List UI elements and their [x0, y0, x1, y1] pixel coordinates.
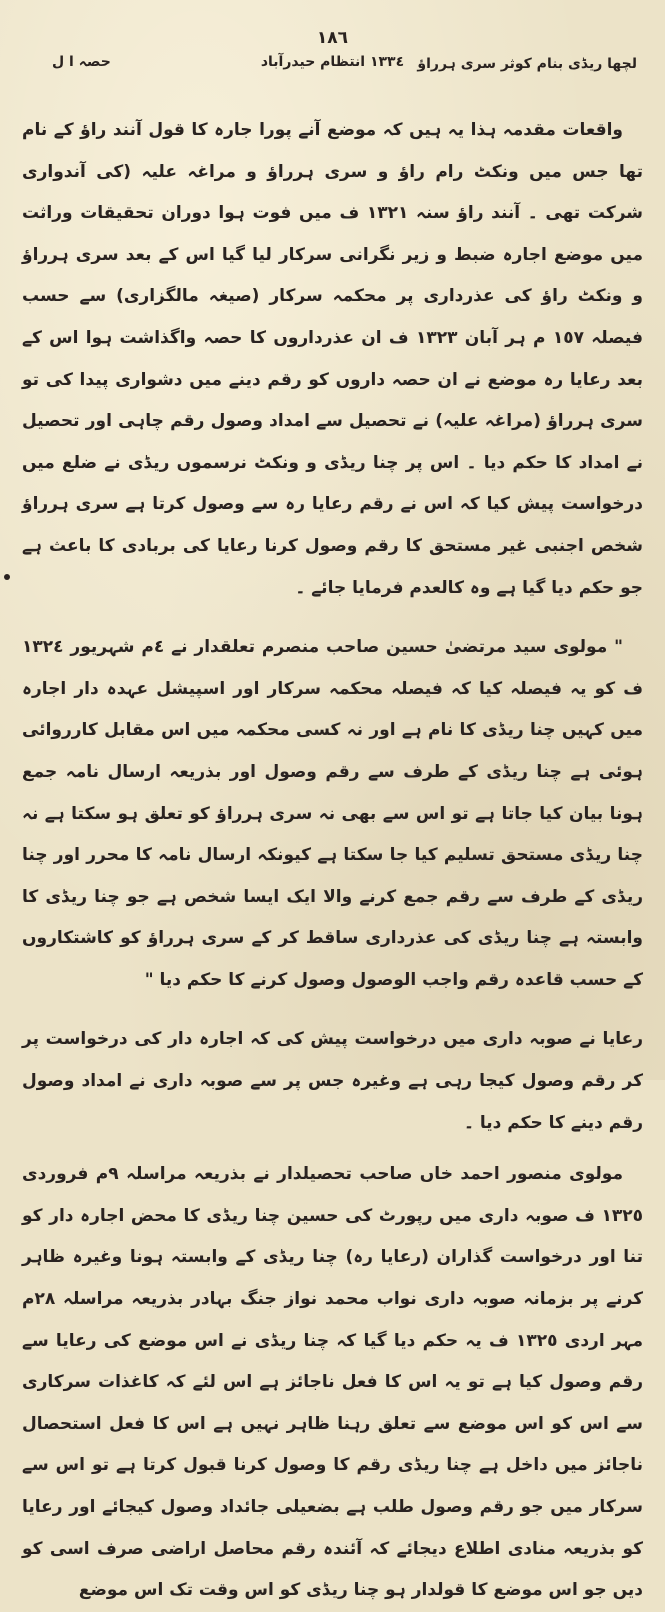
margin-bullet-mark — [4, 574, 10, 580]
paragraph-subedari-application: رعایا نے صوبہ داری میں درخواست پیش کی کہ اجارہ دار کی درخواست پر کر رقم وصول کیجا رہی ہے وغیرہ جس پر سے صوبہ داری نے امداد وصول رقم دینے کا حکم دیا ۔ — [22, 1029, 643, 1133]
report-citation: ١٣٣٤ انتظام حیدرآباد — [260, 54, 405, 70]
paragraph-tahsildar-report: مولوی منصور احمد خاں صاحب تحصیلدار نے بذریعہ مراسلہ ٩م فروردی ١٣٢٥ ف صوبہ داری میں رپورٹ کی حسین چنا ریڈی کا محض اجارہ دار کو تنا اور درخواست گذاران (رعایا رہ) چنا ریڈی کے وابستہ ہونا وغیرہ ظاہر کرنے پر بزمانہ صوبہ داری نواب محمد نواز جنگ بہادر بذریعہ مراسلہ ٢٨م مہر اردی ١٣٢٥ ف یہ حکم دیا گیا کہ چنا ریڈی نے اس موضع کی رعایا سے رقم وصول کیا ہے تو یہ اس کا فعل ناجائز ہے اس لئے کہ کاغذات سرکاری سے اس کو اس موضع سے تعلق رہنا ظاہر نہیں ہے اس کا فعل استحصال ناجائز میں داخل ہے چنا ریڈی رقم کا وصول کرنا قبول کرتا ہے تو اس سے سرکار میں جو رقم وصول طلب ہے بضعیلی جائداد وصول کیجائے اور رعایا کو بذریعہ منادی اطلاع دیجائے کہ آئندہ رقم محاصل اراضی صرف اسی کو دیں جو اس موضع کا قولدار ہو چنا ریڈی کو اس وقت تک اس موضع — [22, 1164, 643, 1601]
page-number: ١٨٦ — [316, 28, 349, 48]
part-label: حصہ ا ل — [52, 54, 111, 70]
page-header — [22, 10, 643, 72]
case-title: لچھا ریڈی بنام کوثر سری ہرراؤ — [417, 56, 637, 72]
paragraph-facts: واقعات مقدمہ ہذا یہ ہیں کہ موضع آنے پورا جارہ کا قول آنند راؤ کے نام تھا جس میں ونکٹ رام راؤ و سری ہرراؤ و مراغہ علیہ (کی آندواری شرکت تھی ۔ آنند راؤ سنہ ١٣٢١ ف میں فوت ہوا دوران تحقیقات وراثت میں موضع اجارہ ضبط و زیر نگرانی سرکار لیا گیا اس کے بعد سری ہرراؤ و ونکٹ راؤ کی عذرداری پر محکمہ سرکار (صیغہ مالگزاری) سے حسب فیصلہ ١٥٧ م ہر آبان ١٣٢٣ ف ان عذرداروں کا حصہ واگذاشت ہوا اس کے بعد رعایا رہ موضع نے ان حصہ داروں کو رقم دینے میں دشواری پیدا کی تو سری ہرراؤ (مراغہ علیہ) نے تحصیل سے امداد وصول رقم چاہی اور تحصیل نے امداد کا حکم دیا ۔ اس پر چنا ریڈی و ونکٹ نرسموں ریڈی نے ضلع میں درخواست پیش کیا کہ اس نے رقم رعایا رہ سے وصول کرتا ہے سری ہرراؤ شخص اجنبی غیر مستحق کا رقم وصول کرنا رعایا کی بربادی کا باعث ہے جو حکم دیا گیا ہے وہ کالعدم فرمایا جائے ۔ — [22, 120, 644, 598]
paragraph-quoted-order: " مولوی سید مرتضیٰ حسین صاحب منصرم تعلقدار نے ٤م شہریور ١٣٢٤ ف کو یہ فیصلہ کیا کہ فیصلہ محکمہ سرکار اور اسپیشل عہدہ دار اجارہ میں کہیں چنا ریڈی کا نام ہے اور نہ کسی محکمہ میں اس مقابل کارروائی ہوئی ہے چنا ریڈی کے طرف سے رقم وصول اور بذریعہ ارسال نامہ جمع ہونا بیان کیا جاتا ہے تو اس سے بھی نہ سری ہرراؤ کو تعلق ہو سکتا ہے نہ چنا ریڈی مستحق تسلیم کیا جا سکتا ہے کیونکہ ارسال نامہ کا محرر اور چنا ریڈی کے طرف سے رقم جمع کرنے والا ایک ایسا شخص ہے جو چنا ریڈی کا وابستہ ہے چنا ریڈی کی عذرداری ساقط کر کے سری ہرراؤ کو کاشتکاروں کے حسب قاعدہ رقم واجب الوصول وصول کرنے کا حکم دیا " — [22, 637, 643, 990]
document-body — [22, 110, 643, 1612]
